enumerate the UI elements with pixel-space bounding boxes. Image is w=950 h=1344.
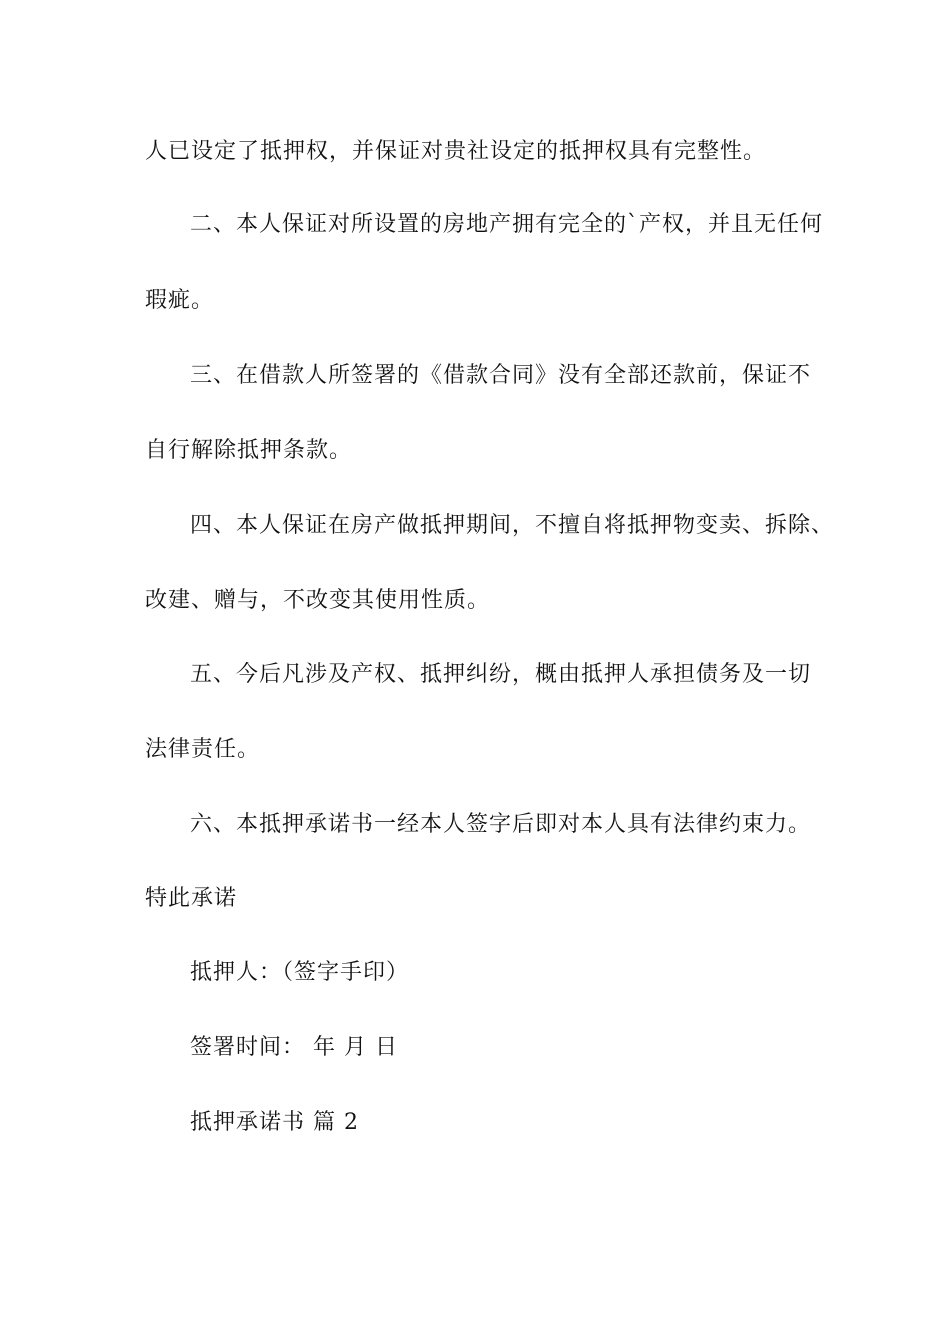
paragraph-continuation-line: 人已设定了抵押权，并保证对贵社设定的抵押权具有完整性。 [145, 139, 767, 164]
clause-five-line-1: 五、今后凡涉及产权、抵押纠纷，概由抵押人承担债务及一切 [190, 662, 812, 687]
clause-six-line: 六、本抵押承诺书一经本人签字后即对本人具有法律约束力。 [190, 812, 812, 837]
section-heading: 抵押承诺书 篇 2 [190, 1110, 359, 1135]
clause-two-line-2: 瑕疵。 [145, 288, 215, 313]
clause-three-line-2: 自行解除抵押条款。 [145, 438, 353, 463]
mortgagor-signature-line: 抵押人：（签字手印） [190, 960, 410, 985]
clause-four-line-1: 四、本人保证在房产做抵押期间，不擅自将抵押物变卖、拆除、 [190, 513, 835, 538]
clause-four-line-2: 改建、赠与，不改变其使用性质。 [145, 588, 491, 613]
signing-date-line: 签署时间： 年 月 日 [190, 1035, 398, 1060]
clause-three-line-1: 三、在借款人所签署的《借款合同》没有全部还款前，保证不 [190, 363, 812, 388]
closing-statement: 特此承诺 [145, 886, 238, 911]
clause-five-line-2: 法律责任。 [145, 737, 261, 762]
clause-two-line-1: 二、本人保证对所设置的房地产拥有完全的`产权，并且无任何 [190, 212, 824, 237]
